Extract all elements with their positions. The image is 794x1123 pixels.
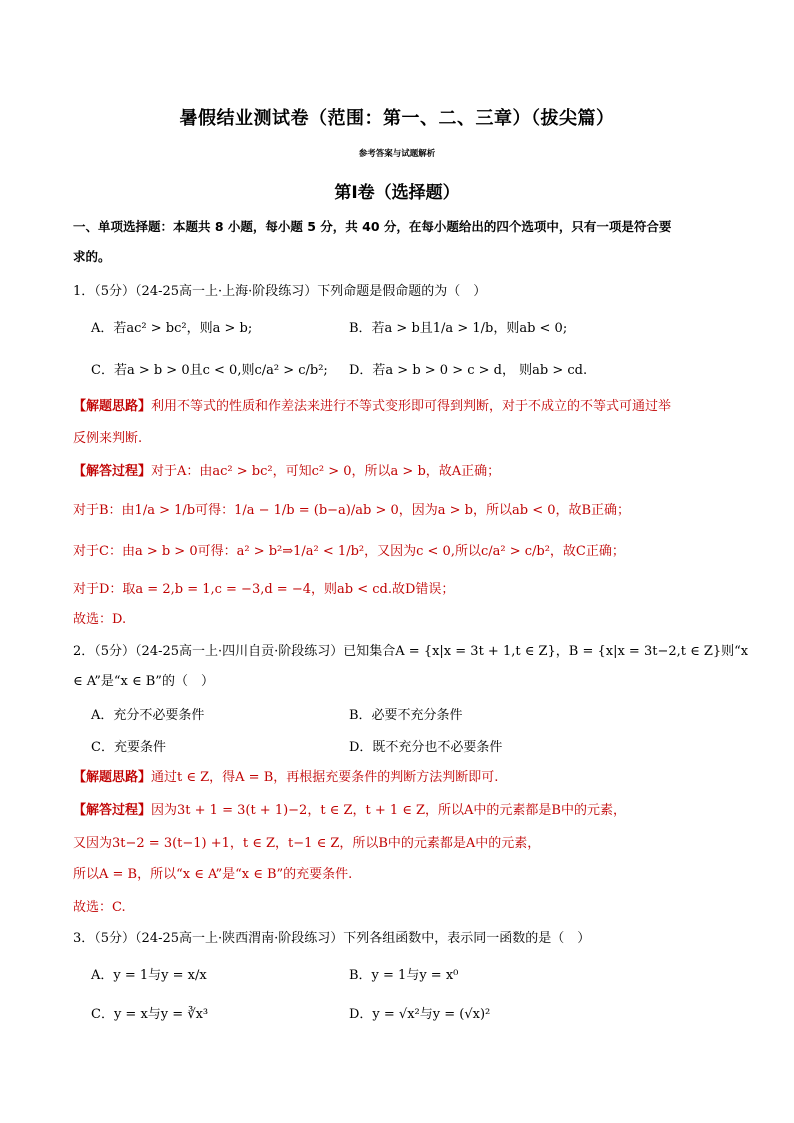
q2-idea-label: 【解题思路】: [73, 770, 152, 785]
q2-idea: [73, 769, 498, 787]
q3-option-d: D．y = √x²与y = (√x)²: [349, 1007, 491, 1022]
q1-stem: 1．（5分）（24-25高一上·上海·阶段练习）下列命题是假命题的为（ ）: [73, 284, 487, 299]
q1-idea-line2: 反例来判断.: [73, 431, 143, 446]
q2-stem-line2: ∈ A”是“x ∈ B”的（ ）: [73, 674, 214, 689]
page-subtitle: 参考答案与试题解析: [358, 149, 436, 159]
q1-process-line3: 对于C：由a > b > 0可得：a² > b²⇒1/a² < 1/b²，又因为c < 0,所以c/a² > c/b²，故C正确；: [73, 544, 625, 559]
q2-process: [73, 802, 626, 820]
q3-option-b: B．y = 1与y = x⁰: [349, 968, 459, 983]
q1-process-line4: 对于D：取a = 2,b = 1,c = −3,d = −4，则ab < cd.故D错误；: [73, 582, 455, 597]
q2-option-c: C．充要条件: [91, 740, 166, 755]
q2-stem-line1: 2．（5分）（24-25高一上·四川自贡·阶段练习）已知集合A = {x|x = 3t + 1,t ∈ Z}，B = {x|x = 3t−2,t ∈ Z}则“x: [73, 644, 749, 659]
section-intro-line2: 求的。: [73, 249, 111, 264]
q1-answer: 故选：D.: [73, 612, 127, 627]
q1-idea: [73, 398, 671, 416]
q2-option-b: B．必要不充分条件: [349, 708, 463, 723]
q1-process-line2: 对于B：由1/a > 1/b可得：1/a − 1/b = (b−a)/ab > 0，因为a > b，所以ab < 0，故B正确；: [73, 503, 631, 518]
q1-idea-text: 利用不等式的性质和作差法来进行不等式变形即可得到判断，对于不成立的不等式可通过举: [151, 399, 672, 414]
q1-process-label: 【解答过程】: [73, 464, 152, 479]
page-title: 暑假结业测试卷（范围：第一、二、三章）（拔尖篇）: [179, 108, 615, 129]
q2-process-line1: 因为3t + 1 = 3(t + 1)−2，t ∈ Z，t + 1 ∈ Z，所以A中的元素都是B中的元素，: [151, 803, 626, 818]
volume-heading: 第I卷（选择题）: [334, 183, 460, 203]
q2-process-line2: 又因为3t−2 = 3(t−1) +1，t ∈ Z，t−1 ∈ Z，所以B中的元素都是A中的元素，: [73, 836, 541, 851]
q1-process: [73, 463, 500, 481]
q3-stem: 3．（5分）（24-25高一上·陕西渭南·阶段练习）下列各组函数中，表示同一函数的是（ ）: [73, 931, 591, 946]
q1-option-d: D．若a > b > 0 > c > d， 则ab > cd.: [349, 363, 588, 378]
q1-option-b: B．若a > b且1/a > 1/b，则ab < 0;: [349, 321, 568, 336]
q1-idea-label: 【解题思路】: [73, 399, 152, 414]
q2-process-line3: 所以A = B，所以“x ∈ A”是“x ∈ B”的充要条件.: [73, 867, 353, 882]
q1-option-a: A．若ac² > bc²，则a > b;: [91, 321, 253, 336]
q2-option-a: A．充分不必要条件: [91, 708, 205, 723]
section-intro-line1: 一、单项选择题：本题共 8 小题，每小题 5 分，共 40 分，在每小题给出的四个选项中，只有一项是符合要: [73, 219, 672, 234]
q2-answer: 故选：C.: [73, 900, 126, 915]
q2-process-label: 【解答过程】: [73, 803, 152, 818]
q3-option-c: C．y = x与y = ∛x³: [91, 1007, 209, 1022]
q2-idea-text: 通过t ∈ Z，得A = B，再根据充要条件的判断方法判断即可.: [151, 770, 499, 785]
q3-option-a: A．y = 1与y = x/x: [91, 968, 207, 983]
q1-process-line1: 对于A：由ac² > bc²，可知c² > 0，所以a > b，故A正确；: [151, 464, 501, 479]
q1-option-c: C．若a > b > 0且c < 0,则c/a² > c/b²;: [91, 363, 328, 378]
q2-option-d: D．既不充分也不必要条件: [349, 740, 503, 755]
